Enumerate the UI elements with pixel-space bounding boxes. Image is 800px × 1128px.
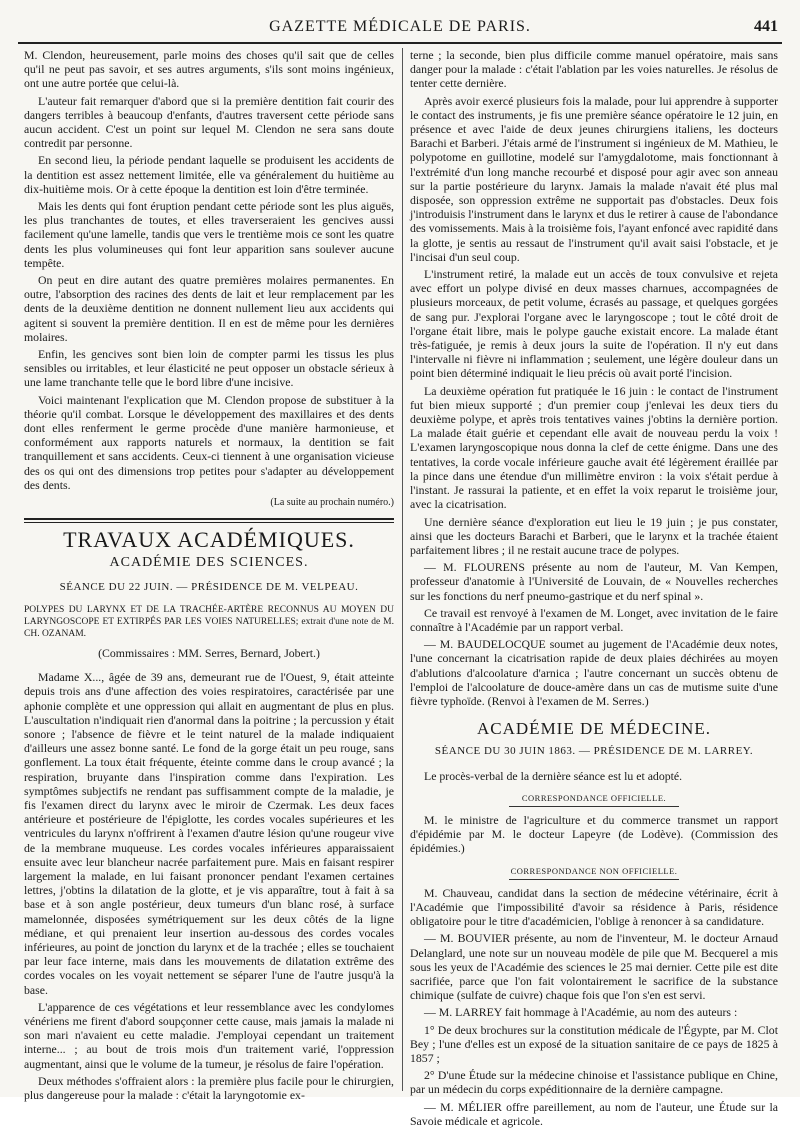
page-number: 441 <box>754 18 778 35</box>
seance-heading: SÉANCE DU 22 JUIN. — PRÉSIDENCE DE M. VELPEAU. <box>59 580 359 593</box>
paragraph: Le procès-verbal de la dernière séance est lu et adopté. <box>424 768 683 783</box>
paragraph: Enfin, les gencives sont bien loin de compter parmi les tissus les plus sensibles ou irritables, et leur élasticité ne peut opposer un obstacle sérieux à une lame tranchante telle que le bord libre d'une incisive. <box>24 347 394 390</box>
paragraph: Voici maintenant l'explication que M. Clendon propose de substituer à la théorie qu'il combat. Lorsque le développement des maxillaires et des dents dont elles renferment le germe procède d'une manière harmonieuse, et conformément aux rapports naturels et normaux, la dentition se fait tranquillement et sans accidents. Ceux-ci tiennent à une organisation vicieuse des os qui ont des dimensions trop petites pour s'adapter au développement des dents. <box>24 392 394 492</box>
paragraph: — M. MÉLIER offre pareillement, au nom de l'auteur, une Étude sur la Savoie médicale et agricole. <box>410 1099 778 1128</box>
paragraph: terne ; la seconde, bien plus difficile comme manuel opératoire, mais sans danger pour la malade : c'était l'ablation par les voies naturelles. Je résolus de tenter cette dernière. <box>410 48 778 91</box>
section-title: ACADÉMIE DE MÉDECINE. <box>477 719 711 739</box>
paragraph: M. le ministre de l'agriculture et du commerce transmet un rapport d'épidémie par M. le docteur Lapeyre (de Lodève). (Commission des épidémies.) <box>410 812 778 856</box>
paragraph: Deux méthodes s'offraient alors : la première plus facile pour le chirurgien, plus dangereuse pour la malade : c'était la laryngotomie ex- <box>24 1073 394 1102</box>
paragraph: — M. FLOURENS présente au nom de l'auteur, M. Van Kempen, professeur d'anatomie à l'Université de Louvain, de « Nouvelles recherches sur les fonctions du nerf pneumo-gastrique et du nerf spinal ». <box>410 560 778 603</box>
seance-heading: SÉANCE DU 30 JUIN 1863. — PRÉSIDENCE DE M. LARREY. <box>434 745 754 758</box>
paragraph: M. Chauveau, candidat dans la section de médecine vétérinaire, écrit à l'Académie que l'impossibilité d'avoir sa résidence à Paris, résidence obligatoire pour le titre d'académicien, l'oblige à renoncer à sa candidature. <box>410 885 778 929</box>
paragraph: On peut en dire autant des quatre premières molaires permanentes. En outre, l'absorption des racines des dents de lait et leur remplacement par les dents de la deuxième dentition ne donnent nullement lieu aux accidents qui agitent si souvent la première dentition. Il en est de même pour les dernières molaires. <box>24 273 394 344</box>
column-divider <box>402 48 403 1091</box>
paragraph: L'auteur fait remarquer d'abord que si la première dentition fait courir des dangers terribles à beaucoup d'enfants, d'autres traversent cette période sans aucun accident. C'est un point sur lequel M. Clendon ne sera sans doute contredit par personne. <box>24 93 394 151</box>
subsection-title: ACADÉMIE DES SCIENCES. <box>109 554 309 570</box>
paragraph: 2° D'une Étude sur la médecine chinoise et l'assistance publique en Chine, par un médecin du corps expéditionnaire de la dernière campagne. <box>410 1068 778 1097</box>
right-column <box>410 48 778 1128</box>
left-column <box>24 48 394 1102</box>
section-title: TRAVAUX ACADÉMIQUES. <box>63 527 355 553</box>
section-rule-thin <box>24 522 394 523</box>
paragraph: En second lieu, la période pendant laquelle se produisent les accidents de la dentition est assez nettement limitée, elle va généralement du huitième au dix-huitième mois. Or à cette époque la dentition est loin d'être terminée. <box>24 153 394 196</box>
paragraph: Après avoir exercé plusieurs fois la malade, pour lui apprendre à supporter le contact des instruments, je fis une première séance opératoire le 12 juin, en présence et avec l'aide de deux jeunes chirurgiens italiens, les docteurs Barachi et Barberi. J'étais armé de l'instrument si ingénieux de M. Mathieu, le polypotome en guillotine, modelé sur l'amygdalotome, mais fonctionnant à l'extrémité d'un long manche recourbé et disposé pour agir avec son anneau sur la partie postérieure du larynx. Jamais la malade n'avait été plus mal disposée, son oppression extrême ne supportait pas d'obstacles. Deux fois j'introduisis l'instrument dans le larynx et dus le retirer à cause de l'abondance des vomissements. Mais à la troisième fois, l'ayant enfoncé avec rapidité dans la glotte, je sentis au ressaut de l'instrument qu'il avait saisi l'obstacle, et je l'incisai d'un seul coup. <box>410 93 778 264</box>
paragraph: — M. LARREY fait hommage à l'Académie, au nom des auteurs : <box>424 1005 738 1020</box>
paragraph: La deuxième opération fut pratiquée le 16 juin : le contact de l'instrument fut bien mieux supporté ; d'un premier coup j'enlevai les deux tiers du deuxième polype, et après trois tentatives vaines j'obtins la dernière portion. La malade était guérie et cependant elle avait de nouveau perdu la voix ! L'examen laryngoscopique nous donna la clef de cette énigme. Dans une des tentatives, la corde vocale inférieure gauche avait été légèrement éraillée par la pince dans une étendue d'un millimètre environ : la voix s'était perdue à l'instant. Je rassurai la patiente, et en effet la voix reparut le troisième jour, avec la cicatrisation. <box>410 383 778 512</box>
paragraph: Une dernière séance d'exploration eut lieu le 19 juin ; je pus constater, ainsi que les docteurs Barachi et Barberi, que le larynx et la trachée étaient parfaitement libres ; il ne restait aucune trace de polypes. <box>410 514 778 557</box>
journal-title: GAZETTE MÉDICALE DE PARIS. <box>269 18 531 35</box>
paragraph: M. Clendon, heureusement, parle moins des choses qu'il sait que de celles qu'il ne peut pas savoir, et ses autres arguments, s'ils sont moins ingénieux, ont une autre portée que celui-là. <box>24 48 394 91</box>
paragraph: — M. BAUDELOCQUE soumet au jugement de l'Académie deux notes, l'une concernant la cicatrisation rapide de deux plaies déchirées au moyen d'ablutions d'alcoolature d'arnica ; l'autre concernant un succès obtenu de l'emploi de l'alcoolature de douce-amère dans un cas de mutisme suite d'une fièvre typhoïde. (Renvoi à l'examen de M. Serres.) <box>410 637 778 708</box>
correspondance-officielle-heading: CORRESPONDANCE OFFICIELLE. <box>509 791 678 807</box>
paragraph: Madame X..., âgée de 39 ans, demeurant rue de l'Ouest, 9, était atteinte depuis trois ans d'une affection des voies respiratoires, caractérisée par une aphonie complète et une oppression qui allait en augmentant de plus en plus. L'auscultation n'indiquait rien d'anormal dans la poitrine ; la percussion y était sonore ; l'absence de fièvre et le teint naturel de la malade indiquaient d'ailleurs une assez bonne santé. Le fond de la gorge était un peu rouge, sans gonflement. La toux était fréquente, éteinte comme dans le croup avancé ; la respiration, bruyante dans l'inspiration comme dans l'expiration. Les symptômes subjectifs ne rendant pas suffisamment compte de la maladie, je fis l'examen direct du larynx avec le miroir de Czermak. Les deux faces antérieure et postérieure de l'épiglotte, les cordes vocales supérieures et les ventricules du larynx n'offrirent à l'examen d'autre lésion qu'une rougeur vive de la membrane muqueuse. Les cordes vocales inférieures apparaissaient ensuite avec leur blancheur nacrée parfaitement pure. Mais en faisant respirer largement la malade, en lui faisant prononcer pendant l'examen certaines lettres, j'obtins la dilatation de la glotte, et je vis apparaître, tout à fait à sa base et à son angle postérieur, deux tumeurs d'un blanc rosé, à surface mamelonnée, disposées symétriquement sur les deux côtés de la ligne médiane, et qui prenaient leur insertion au-dessous des cordes vocales inférieures, au point de jonction du larynx et de la trachée ; elles se touchaient par leur face interne, mais dans les mouvements de dilatation extrême des cordes vocales on les voyait nettement se séparer l'une de l'autre jusqu'à la base. <box>24 670 394 997</box>
paragraph: L'instrument retiré, la malade eut un accès de toux convulsive et rejeta avec effort un polype divisé en deux masses charnues, accompagnées de plusieurs morceaux, de petit volume, écrasés au passage, et quelques gorgées de sang pur. J'explorai l'organe avec le laryngoscope ; tout le côté droit de l'organe était libre, mais le polype gauche existait encore. La malade étant très-fatiguée, je remis à deux jours la suite de l'opération. Il n'y eut dans l'intervalle ni fièvre ni inflammation ; seulement, une légère douleur dans un point bien déterminé indiquait le lieu précis où avait porté l'incision. <box>410 267 778 381</box>
continuation-note: (La suite au prochain numéro.) <box>270 497 394 509</box>
correspondance-non-officielle-heading: CORRESPONDANCE NON OFFICIELLE. <box>509 864 678 880</box>
paragraph: 1° De deux brochures sur la constitution médicale de l'Égypte, par M. Clot Bey ; l'une d'elles est un exposé de la situation sanitaire de ce pays de 1825 à 1857 ; <box>410 1022 778 1065</box>
commissioners: (Commissaires : MM. Serres, Bernard, Jobert.) <box>98 645 320 660</box>
paragraph: L'apparence de ces végétations et leur ressemblance avec les condylomes vénériens me firent d'abord soupçonner cette cause, mais jamais la malade ni son mari n'avaient eu cette maladie. J'employai cependant un traitement interne... ; au bout de trois mois d'un traitement varié, l'oppression augmentant, ainsi que le volume de la tumeur, je résolus de faire l'opération. <box>24 999 394 1071</box>
paragraph: Ce travail est renvoyé à l'examen de M. Longet, avec invitation de le faire connaître à l'Académie par un rapport verbal. <box>410 605 778 634</box>
paragraph: — M. BOUVIER présente, au nom de l'inventeur, M. le docteur Arnaud Delanglard, une note sur un nouveau modèle de pile que M. Becquerel a mis sous les yeux de l'Académie des sciences le 25 mai dernier. Cette pile est dite sacrifiée, parce que l'on fait volontairement le sacrifice de la substance chimique (sulfate de cuivre) chaque fois que l'on s'en est servi. <box>410 931 778 1003</box>
page-header <box>18 12 782 44</box>
paragraph: Mais les dents qui font éruption pendant cette période sont les plus aiguës, les plus tranchantes de toutes, et elles traverseraient les gencives aussi facilement qu'une lamelle, tandis que vers le trentième mois ce sont les quatre dents les plus volumineuses qui font leur apparition sans soulever aucune tempête. <box>24 199 394 270</box>
paper-title: POLYPES DU LARYNX ET DE LA TRACHÉE-ARTÈRE RECONNUS AU MOYEN DU LARYNGOSCOPE ET EXTIRPÉS PAR LES VOIES NATURELLES; extrait d'une note de M. CH. OZANAM. <box>24 604 394 639</box>
section-rule <box>24 518 394 520</box>
